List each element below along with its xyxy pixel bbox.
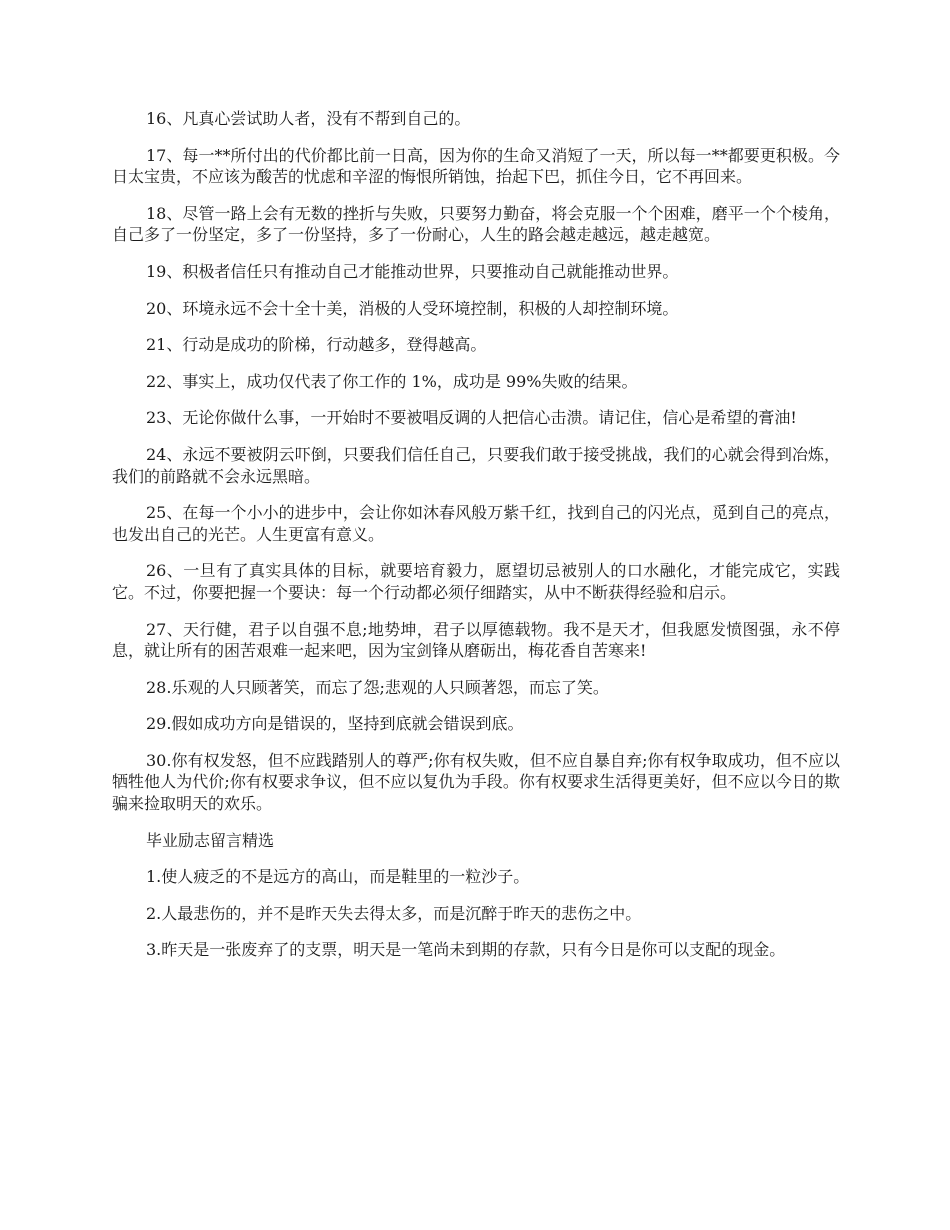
paragraph-18: 18、尽管一路上会有无数的挫折与失败，只要努力勤奋，将会克服一个个困难，磨平一个个棱角，自己多了一份坚定，多了一份坚持，多了一份耐心，人生的路会越走越远，越走越宽。: [112, 203, 840, 245]
paragraph-28: 28.乐观的人只顾著笑，而忘了怨;悲观的人只顾著怨，而忘了笑。: [146, 677, 609, 697]
section-heading: 毕业励志留言精选: [146, 830, 275, 850]
paragraph-16: 16、凡真心尝试助人者，没有不帮到自己的。: [146, 109, 471, 128]
document-page: [112, 108, 840, 976]
paragraph-27: 27、天行健，君子以自强不息;地势坤，君子以厚德载物。我不是天才，但我愿发愤图强，永不停息，就让所有的困苦艰难一起来吧，因为宝剑锋从磨砺出，梅花香自苦寒来!: [112, 619, 840, 661]
paragraph-s1: 1.使人疲乏的不是远方的高山，而是鞋里的一粒沙子。: [146, 867, 530, 887]
paragraph-30: 30.你有权发怒，但不应践踏别人的尊严;你有权失败，但不应自暴自弃;你有权争取成功，但不应以牺牲他人为代价;你有权要求争议，但不应以复仇为手段。你有权要求生活得更美好，但不应以今日的欺骗来捡取明天的欢乐。: [112, 750, 840, 814]
paragraph-29: 29.假如成功方向是错误的，坚持到底就会错误到底。: [146, 714, 524, 734]
paragraph-23: 23、无论你做什么事，一开始时不要被唱反调的人把信心击溃。请记住，信心是希望的膏油!: [146, 408, 797, 428]
paragraph-s3: 3.昨天是一张废弃了的支票，明天是一笔尚未到期的存款，只有今日是你可以支配的现金。: [146, 940, 786, 960]
paragraph-20: 20、环境永远不会十全十美，消极的人受环境控制，积极的人却控制环境。: [146, 298, 679, 318]
paragraph-19: 19、积极者信任只有推动自己才能推动世界，只要推动自己就能推动世界。: [146, 261, 679, 281]
paragraph-21: 21、行动是成功的阶梯，行动越多，登得越高。: [146, 335, 487, 355]
paragraph-24: 24、永远不要被阴云吓倒，只要我们信任自己，只要我们敢于接受挑战，我们的心就会得到冶炼，我们的前路就不会永远黑暗。: [112, 444, 840, 486]
paragraph-s2: 2.人最悲伤的，并不是昨天失去得太多，而是沉醉于昨天的悲伤之中。: [146, 903, 642, 923]
paragraph-22: 22、事实上，成功仅代表了你工作的 1%，成功是 99%失败的结果。: [146, 371, 638, 391]
paragraph-17: 17、每一**所付出的代价都比前一日高，因为你的生命又消短了一天，所以每一**都要更积极。今日太宝贵，不应该为酸苦的忧虑和辛涩的悔恨所销蚀，抬起下巴，抓住今日，它不再回来。: [112, 145, 840, 187]
paragraph-25: 25、在每一个小小的进步中，会让你如沐春风般万紫千红，找到自己的闪光点，觅到自己的亮点，也发出自己的光芒。人生更富有意义。: [112, 503, 840, 544]
paragraph-26: 26、一旦有了真实具体的目标，就要培育毅力，愿望切忌被别人的口水融化，才能完成它，实践它。不过，你要把握一个要诀：每一个行动都必须仔细踏实，从中不断获得经验和启示。: [112, 561, 840, 602]
